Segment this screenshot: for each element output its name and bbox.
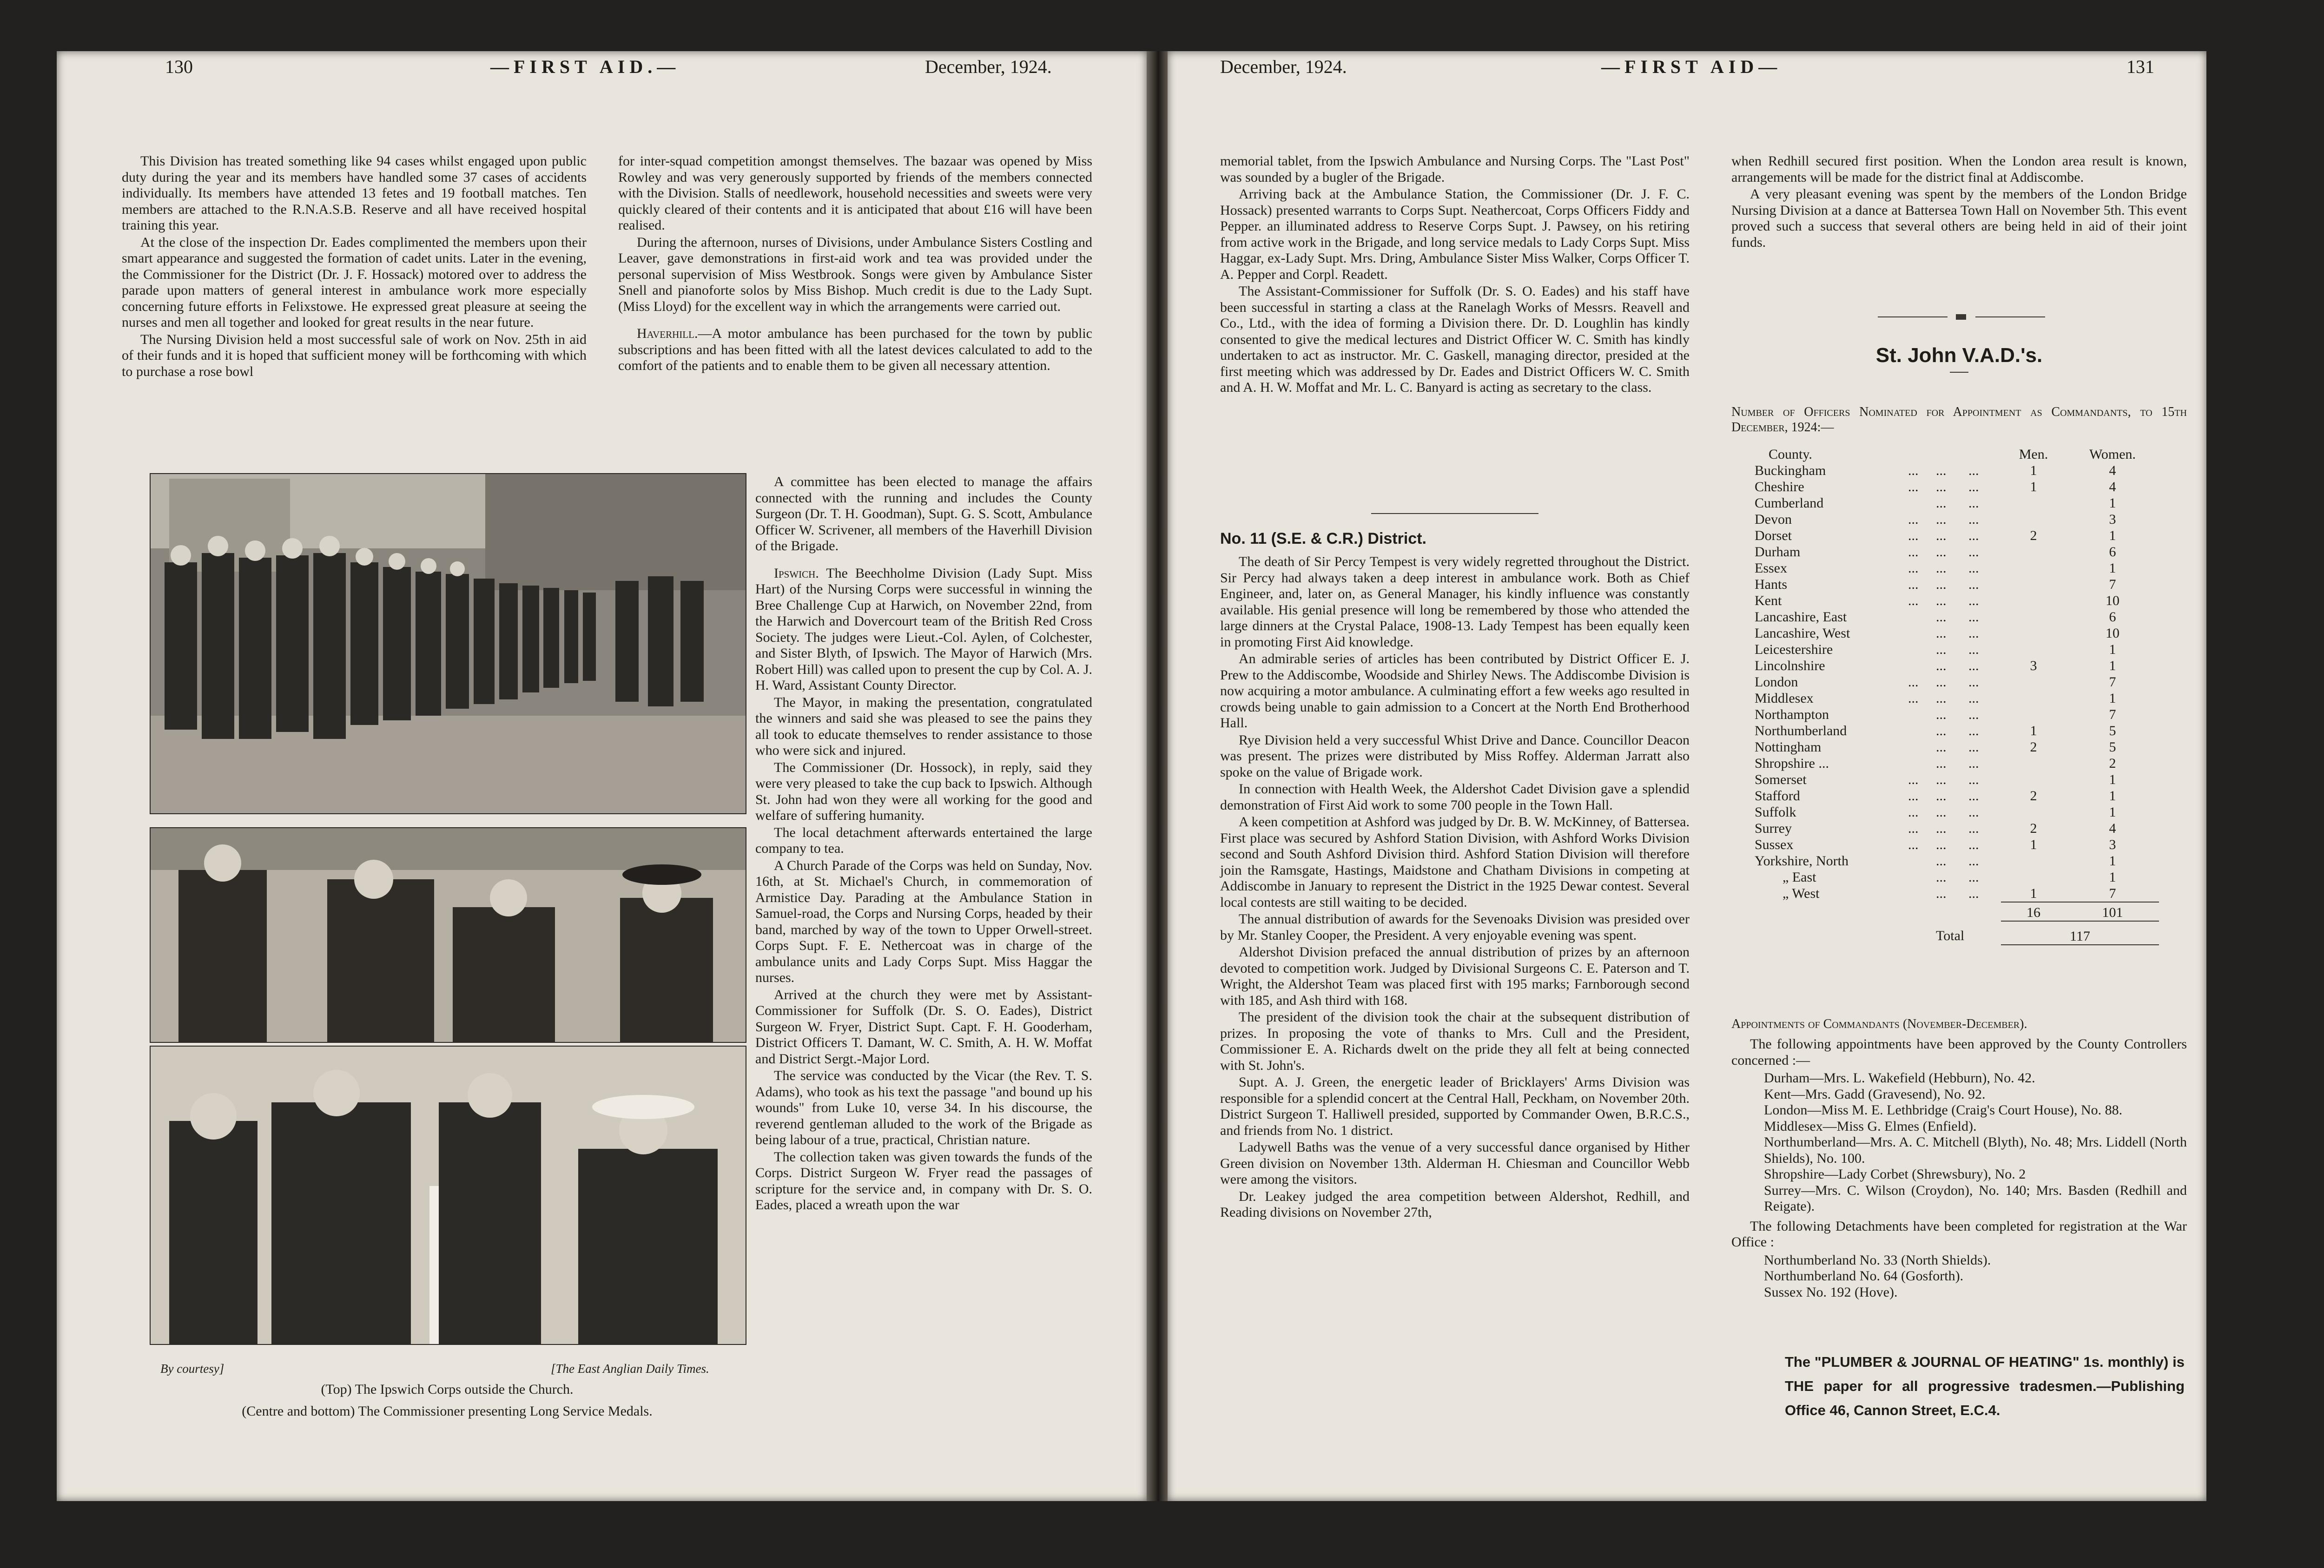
leader-dots: ...	[1968, 609, 1979, 625]
men-cell: 1	[2030, 837, 2037, 852]
paragraph-body: —A motor ambulance has been purchased for the town by public subscriptions and has been fitted with all the latest devices calculated to add to the comfort of the patients and to enable them to be given all necessary attention.	[618, 326, 1092, 373]
county-cell: Surrey	[1755, 821, 1792, 836]
county-cell: „ East	[1783, 870, 1816, 885]
men-cell: 1	[2030, 479, 2037, 494]
men-cell: 3	[2030, 658, 2037, 673]
county-cell: Suffolk	[1755, 804, 1796, 820]
paragraph: Arriving back at the Ambulance Station, the Commissioner (Dr. J. F. C. Hossack) presented warrants to Corps Supt. Neathercoat, Corps Officers Fiddy and Pepper. an illuminated address to Reserve Corps Supt. J. Pawsey, on his retiring from active work in the Brigade, and long service medals to Lady Corps Supt. Miss Haggar, ex-Lady Supt. Mrs. Dring, Ambulance Sister Miss Walker, Corps Officer T. A. Pepper and Corpl. Readett.	[1220, 186, 1690, 282]
leader-dots: ...	[1936, 837, 1947, 852]
county-cell: Yorkshire, North	[1755, 853, 1849, 869]
leader-dots: ...	[1968, 544, 1979, 560]
paragraph: memorial tablet, from the Ipswich Ambulance and Nursing Corps. The "Last Post" was sounded by a bugler of the Brigade.	[1220, 153, 1690, 185]
leader-dots	[1908, 641, 1936, 658]
leader-dots: ...	[1968, 560, 1979, 576]
leader-dots: ...	[1968, 739, 1979, 755]
men-cell: 2	[2030, 821, 2037, 836]
table-row	[1755, 560, 2159, 576]
men-cell	[2001, 869, 2066, 885]
leader-dots: ...	[1936, 853, 1947, 869]
leader-dots: ...	[1936, 495, 1947, 511]
place-lead: Ipswich.	[774, 565, 819, 581]
county-cell: Northampton	[1755, 707, 1829, 722]
paragraph: The service was conducted by the Vicar (the Rev. T. S. Adams), who took as his text the passage "and bound up his wounds" from Luke 10, verse 34. In his discourse, the reverend gentleman alluded to the work of the Brigade as being labour of a true, practical, Christian nature.	[755, 1068, 1092, 1147]
paragraph: Ladywell Baths was the venue of a very successful dance organised by Hither Green division on November 13th. Alderman H. Chiesman and Councillor Webb were among the visitors.	[1220, 1140, 1690, 1187]
county-cell: London	[1755, 674, 1798, 690]
men-cell	[2001, 560, 2066, 576]
photo-caption-bottom: (Centre and bottom) The Commissioner presenting Long Service Medals.	[242, 1403, 653, 1419]
leader-dots: ...	[1968, 577, 1979, 592]
right-column-1-district	[1220, 554, 1690, 1221]
paragraph: The Assistant-Commissioner for Suffolk (Dr. S. O. Eades) and his staff have been successful in starting a class at the Ranelagh Works of Messrs. Reavell and Co., Ltd., with the idea of forming a Division there. Dr. D. Loughlin has kindly consented to give the medical lectures and District Officer W. C. Smith has kindly undertaken to act as instructor. Mr. C. Gaskell, managing director, presided at the first meeting which was addressed by Dr. Eades and District Officers W. C. Smith and A. H. W. Moffat and Mr. L. C. Banyard is acting as secretary to the class.	[1220, 283, 1690, 395]
paragraph: The Commissioner (Dr. Hossock), in reply, said they were very pleased to take the cup back to Ipswich. Although St. John had won they were all working for the good and welfare of suffering humanity.	[755, 759, 1092, 823]
table-row	[1755, 723, 2159, 739]
county-cell: Cheshire	[1755, 479, 1804, 494]
leader-dots: ...	[1936, 658, 1947, 673]
men-cell	[2001, 674, 2066, 690]
county-cell: Cumberland	[1755, 495, 1824, 511]
leader-dots: ...	[1936, 577, 1947, 592]
men-cell: 1	[2030, 886, 2037, 901]
paragraph: A keen competition at Ashford was judged by Dr. B. W. McKinney, of Battersea. First place was secured by Ashford Station Division, with Ashford Works Division second and South Ashford Division third. Ashford Station Division will therefore join the Ramsgate, Hastings, Maidstone and Chatham Divisions in competing at Addiscombe in January to represent the District in the 1925 Dewar contest. Several local contests are still waiting to be decided.	[1220, 814, 1690, 910]
leader-dots: ...	[1936, 788, 1947, 804]
leader-dots: ...	[1968, 772, 1979, 787]
table-row	[1755, 674, 2159, 690]
right-date: December, 1924.	[1220, 56, 1347, 77]
paragraph: A Church Parade of the Corps was held on Sunday, Nov. 16th, at St. Michael's Church, in commemoration of Armistice Day. Parading at the Ambulance Station in Samuel-road, the Corps and Nursing Corps, headed by their band, marched by way of the town to Upper Orwell-street. Corps Supt. F. E. Nethercoat was in charge of the ambulance units and Lady Corps Supt. Miss Haggar the nurses.	[755, 857, 1092, 985]
women-cell: 4	[2109, 479, 2116, 494]
list-item: Middlesex—Miss G. Elmes (Enfield).	[1764, 1118, 1977, 1134]
appointments-heading: Appointments of Commandants (November-December).	[1731, 1017, 2027, 1031]
left-column-2-narrow	[755, 474, 1092, 1213]
paragraph: During the afternoon, nurses of Divisions, under Ambulance Sisters Costling and Leaver, gave demonstrations in first-aid work and tea was provided under the personal supervision of Miss Westbrook. Songs were given by Ambulance Sister Snell and pianoforte solos by Miss Bishop. Much credit is due to the Lady Supt. (Miss Lloyd) for the excellent way in which the arrangements were carried out.	[618, 234, 1092, 314]
table-row	[1755, 527, 2159, 544]
left-column-1-text	[122, 153, 587, 380]
leader-dots: ...	[1908, 479, 1919, 494]
women-cell: 7	[2109, 577, 2116, 592]
leader-dots: ...	[1908, 512, 1919, 527]
leader-dots: ...	[1936, 528, 1947, 543]
photo-ipswich-corps-parade	[150, 473, 746, 814]
leader-dots	[1908, 658, 1936, 674]
county-cell: „ West	[1783, 886, 1820, 901]
table-row	[1755, 837, 2159, 853]
leader-dots: ...	[1908, 691, 1919, 706]
leader-dots: ...	[1968, 853, 1979, 869]
photo-credit-left: By courtesy]	[160, 1362, 224, 1376]
table-row	[1755, 609, 2159, 625]
leader-dots: ...	[1936, 560, 1947, 576]
table-row	[1755, 869, 2159, 885]
photo-caption-top: (Top) The Ipswich Corps outside the Church.	[321, 1382, 574, 1397]
photo-credit-right: [The East Anglian Daily Times.	[551, 1362, 709, 1376]
leader-dots: ...	[1968, 691, 1979, 706]
leader-dots	[1908, 625, 1936, 641]
leader-dots: ...	[1936, 512, 1947, 527]
leader-dots	[1908, 885, 1936, 902]
leader-dots: ...	[1936, 593, 1947, 608]
ornamental-divider	[1878, 312, 2045, 322]
table-row	[1755, 544, 2159, 560]
appointments-list	[1731, 1070, 2187, 1215]
county-cell: Shropshire ...	[1755, 756, 1829, 771]
table-row	[1755, 593, 2159, 609]
county-cell: Hants	[1755, 577, 1787, 592]
leader-dots: ...	[1908, 772, 1919, 787]
county-cell: Essex	[1755, 560, 1787, 576]
table-row	[1755, 755, 2159, 771]
haverhill-paragraph	[618, 326, 1092, 374]
leader-dots	[1908, 755, 1936, 771]
leader-dots: ...	[1968, 788, 1979, 804]
men-cell	[2001, 544, 2066, 560]
men-cell	[2001, 755, 2066, 771]
col-header-county: County.	[1769, 447, 1812, 462]
list-item: Shropshire—Lady Corbet (Shrewsbury), No. 2	[1764, 1166, 2026, 1182]
county-cell: Lancashire, East	[1755, 609, 1847, 625]
county-cell: Dorset	[1755, 528, 1792, 543]
commandants-table	[1755, 446, 2159, 945]
table-row	[1755, 788, 2159, 804]
leader-dots: ...	[1968, 870, 1979, 885]
men-cell: 1	[2030, 463, 2037, 478]
county-cell: Durham	[1755, 544, 1801, 560]
men-cell: 2	[2030, 528, 2037, 543]
women-cell: 7	[2109, 674, 2116, 690]
list-item: Kent—Mrs. Gadd (Gravesend), No. 92.	[1764, 1086, 1986, 1102]
leader-dots: ...	[1936, 642, 1947, 657]
leader-dots	[1908, 706, 1936, 723]
paragraph: The collection taken was given towards the funds of the Corps. District Surgeon W. Fryer read the passages of scripture for the service and, in company with Dr. S. O. Eades, placed a wreath upon the war	[755, 1149, 1092, 1212]
men-cell	[2001, 511, 2066, 527]
leader-dots	[1908, 495, 1936, 511]
paragraph: for inter-squad competition amongst themselves. The bazaar was opened by Miss Rowley and was very generously supported by friends of the members connected with the Division. Stalls of needlework, household necessities and sweets were very quickly cleared of their contents and it is anticipated that about £16 will have been realised.	[618, 153, 1092, 233]
men-cell	[2001, 593, 2066, 609]
paragraph: when Redhill secured first position. When the London area result is known, arrangements will be made for the district final at Addiscombe.	[1731, 153, 2187, 185]
leader-dots: ...	[1936, 756, 1947, 771]
women-cell: 7	[2109, 886, 2116, 901]
leader-dots: ...	[1968, 626, 1979, 641]
paragraph: Dr. Leakey judged the area competition between Aldershot, Redhill, and Reading divisions on November 27th,	[1220, 1188, 1690, 1220]
list-item: Northumberland No. 64 (Gosforth).	[1764, 1268, 1964, 1284]
paragraph: The Nursing Division held a most successful sale of work on Nov. 25th in aid of their funds and it is hoped that sufficient money will be forthcoming with which to purchase a rose bowl	[122, 331, 587, 379]
table-row	[1755, 706, 2159, 723]
paragraph: This Division has treated something like 94 cases whilst engaged upon public duty during the year and its members have handled some 37 cases of accidents individually. Its members have attended 13 fetes and 19 football matches. Ten members are attached to the R.N.A.S.B. Reserve and all have received hospital training this year.	[122, 153, 587, 233]
county-cell: Devon	[1755, 512, 1792, 527]
county-cell: Middlesex	[1755, 691, 1814, 706]
paragraph: The annual distribution of awards for the Sevenoaks Division was presided over by Mr. Stanley Cooper, the President. A very enjoyable evening was spent.	[1220, 911, 1690, 943]
table-sum-row	[1755, 902, 2159, 921]
leader-dots: ...	[1968, 642, 1979, 657]
leader-dots: ...	[1968, 528, 1979, 543]
leader-dots: ...	[1968, 593, 1979, 608]
paragraph: The following appointments have been approved by the County Controllers concerned :—	[1731, 1036, 2187, 1068]
table-row	[1755, 495, 2159, 511]
women-cell: 6	[2109, 609, 2116, 625]
leader-dots: ...	[1936, 707, 1947, 722]
leader-dots: ...	[1908, 788, 1919, 804]
leader-dots: ...	[1936, 674, 1947, 690]
ipswich-paragraph	[755, 566, 1092, 694]
paragraph: In connection with Health Week, the Aldershot Cadet Division gave a splendid demonstration of First Aid work to some 700 people in the Town Hall.	[1220, 781, 1690, 813]
leader-dots	[1908, 739, 1936, 755]
leader-dots: ...	[1936, 626, 1947, 641]
leader-dots: ...	[1968, 512, 1979, 527]
women-cell: 1	[2109, 658, 2116, 673]
men-cell	[2001, 641, 2066, 658]
men-cell	[2001, 576, 2066, 593]
men-cell: 2	[2030, 739, 2037, 755]
total-label: Total	[1936, 928, 1965, 943]
leader-dots: ...	[1908, 528, 1919, 543]
photo-long-service-medal-presentation	[150, 1046, 746, 1345]
leader-dots: ...	[1936, 772, 1947, 787]
leader-dots: ...	[1968, 463, 1979, 478]
table-row	[1755, 462, 2159, 479]
photo-commissioner-presenting-medal	[150, 827, 746, 1043]
county-cell: Stafford	[1755, 788, 1800, 804]
men-cell	[2001, 625, 2066, 641]
women-cell: 1	[2109, 853, 2116, 869]
list-item: Durham—Mrs. L. Wakefield (Hebburn), No. 42.	[1764, 1070, 2035, 1086]
leader-dots: ...	[1968, 674, 1979, 690]
paragraph: Supt. A. J. Green, the energetic leader of Bricklayers' Arms Division was responsible for a splendid concert at the Central Hall, Peckham, on November 20th. District Surgeon T. Halliwell presided, supported by Commander Owen, B.R.C.S., and friends from No. 1 district.	[1220, 1074, 1690, 1138]
paragraph: Aldershot Division prefaced the annual distribution of prizes by an afternoon devoted to competition work. Judged by Divisional Surgeons C. E. Paterson and T. Wright, the Aldershot Team was placed first with 195 marks; Farnborough second with 185, and Ash third with 168.	[1220, 944, 1690, 1008]
paragraph: The death of Sir Percy Tempest is very widely regretted throughout the District. Sir Percy had always taken a deep interest in ambulance work. Both as Chief Engineer, and, later on, as General Manager, his kindly influence was constantly available. His genial presence will long be remembered by those who attended the large dinners at the Crystal Palace, 1908-13. Lady Tempest has been equally keen in promoting First Aid knowledge.	[1220, 554, 1690, 650]
leader-dots: ...	[1968, 837, 1979, 852]
book-gutter	[1147, 51, 1168, 1501]
paragraph: A very pleasant evening was spent by the members of the London Bridge Nursing Division at a dance at Battersea Town Hall on November 5th. This event proved such a success that several others are being held in aid of their joint funds.	[1731, 186, 2187, 250]
women-cell: 3	[2109, 837, 2116, 852]
county-cell: Buckingham	[1755, 463, 1826, 478]
leader-dots: ...	[1968, 756, 1979, 771]
table-row	[1755, 658, 2159, 674]
table-row	[1755, 641, 2159, 658]
women-cell: 6	[2109, 544, 2116, 560]
left-running-title: —FIRST AID.—	[490, 56, 680, 77]
paragraph: The president of the division took the chair at the subsequent distribution of prizes. In proposing the vote of thanks to Mrs. Cull and the President, Commissioner E. A. Richards dwelt on the pride they all felt at being connected with St. John's.	[1220, 1009, 1690, 1073]
leader-dots: ...	[1908, 560, 1919, 576]
table-row	[1755, 576, 2159, 593]
women-cell: 10	[2106, 626, 2119, 641]
men-cell: 1	[2030, 723, 2037, 738]
women-cell: 5	[2109, 739, 2116, 755]
paragraph: The following Detachments have been completed for registration at the War Office :	[1731, 1218, 2187, 1250]
appointments-section	[1731, 1036, 2187, 1300]
women-cell: 1	[2109, 495, 2116, 511]
leader-dots	[1908, 723, 1936, 739]
women-cell: 1	[2109, 804, 2116, 820]
county-cell: Lancashire, West	[1755, 626, 1850, 641]
right-column-2-top	[1731, 153, 2187, 250]
women-cell: 10	[2106, 593, 2119, 608]
sum-women: 101	[2066, 902, 2159, 921]
short-rule	[1950, 372, 1968, 373]
right-running-title: —FIRST AID—	[1601, 56, 1782, 77]
table-row	[1755, 885, 2159, 902]
list-item: Northumberland—Mrs. A. C. Mitchell (Blyth), No. 48; Mrs. Liddell (North Shields), No. 100.	[1764, 1134, 2187, 1166]
leader-dots: ...	[1968, 658, 1979, 673]
leader-dots: ...	[1936, 609, 1947, 625]
list-item: Surrey—Mrs. C. Wilson (Croydon), No. 140; Mrs. Basden (Redhill and Reigate).	[1764, 1182, 2187, 1214]
leader-dots	[1908, 609, 1936, 625]
county-cell: Kent	[1755, 593, 1782, 608]
leader-dots	[1908, 869, 1936, 885]
women-cell: 1	[2109, 691, 2116, 706]
list-item: Sussex No. 192 (Hove).	[1764, 1284, 1898, 1300]
table-row	[1755, 739, 2159, 755]
leader-dots: ...	[1936, 886, 1947, 901]
men-cell: 2	[2030, 788, 2037, 804]
men-cell	[2001, 706, 2066, 723]
paragraph: An admirable series of articles has been contributed by District Officer E. J. Prew to the Addiscombe, Woodside and Shirley News. The Addiscombe Division is now acquiring a motor ambulance. A culminating effort a few weeks ago resulted in crowds being unable to gain admission to a Concert at the North End Brotherhood Hall.	[1220, 651, 1690, 731]
paragraph: The local detachment afterwards entertained the large company to tea.	[755, 824, 1092, 856]
district-heading: No. 11 (S.E. & C.R.) District.	[1220, 530, 1426, 547]
leader-dots: ...	[1936, 723, 1947, 738]
leader-dots	[1908, 853, 1936, 869]
table-header-row	[1755, 446, 2159, 462]
left-date: December, 1924.	[925, 56, 1052, 77]
right-column-1-top	[1220, 153, 1690, 396]
sum-men: 16	[2001, 902, 2066, 921]
women-cell: 1	[2109, 772, 2116, 787]
table-row	[1755, 820, 2159, 837]
list-item: Northumberland No. 33 (North Shields).	[1764, 1252, 1991, 1268]
women-cell: 5	[2109, 723, 2116, 738]
leader-dots: ...	[1936, 544, 1947, 560]
women-cell: 7	[2109, 707, 2116, 722]
leader-dots: ...	[1908, 674, 1919, 690]
leader-dots: ...	[1908, 821, 1919, 836]
paragraph: A committee has been elected to manage the affairs connected with the running and includes the County Surgeon (Dr. T. H. Goodman), Supt. G. S. Scott, Ambulance Officer W. Scrivener, all members of the Haverhill Division of the Brigade.	[755, 474, 1092, 553]
advertisement: The "PLUMBER & JOURNAL OF HEATING" 1s. monthly) is THE paper for all progressive tradesmen.—Publishing Office 46, Cannon Street, E.C.4.	[1785, 1354, 2185, 1418]
men-cell	[2001, 495, 2066, 511]
men-cell	[2001, 853, 2066, 869]
county-cell: Somerset	[1755, 772, 1807, 787]
right-page-number: 131	[2126, 56, 2154, 77]
leader-dots: ...	[1908, 544, 1919, 560]
men-cell	[2001, 804, 2066, 820]
women-cell: 3	[2109, 512, 2116, 527]
men-cell	[2001, 690, 2066, 706]
leader-dots: ...	[1936, 479, 1947, 494]
leader-dots: ...	[1908, 804, 1919, 820]
leader-dots: ...	[1968, 886, 1979, 901]
men-cell	[2001, 771, 2066, 788]
leader-dots: ...	[1936, 691, 1947, 706]
table-row	[1755, 853, 2159, 869]
paragraph: The Mayor, in making the presentation, congratulated the winners and said she was pleased to see the pains they all took to educate themselves to render assistance to those who were sick and injured.	[755, 694, 1092, 758]
leader-dots: ...	[1968, 821, 1979, 836]
women-cell: 1	[2109, 642, 2116, 657]
women-cell: 1	[2109, 528, 2116, 543]
vad-intro: Number of Officers Nominated for Appointment as Commandants, to 15th December, 1924:—	[1731, 405, 2187, 435]
leader-dots: ...	[1936, 870, 1947, 885]
table-total-row	[1755, 921, 2159, 945]
women-cell: 4	[2109, 821, 2116, 836]
paragraph: At the close of the inspection Dr. Eades complimented the members upon their smart appearance and suggested the formation of cadet units. Later in the evening, the Commissioner for the District (Dr. J. F. Hossack) motored over to address the parade upon matters of general interest in ambulance work more especially concerning future efforts in Felixstowe. He expressed great pleasure at seeing the nurses and men all together and looked for great results in the near future.	[122, 234, 587, 330]
table-row	[1755, 511, 2159, 527]
paragraph-body: The Beechholme Division (Lady Supt. Miss Hart) of the Nursing Corps were successful in winning the Bree Challenge Cup at Harwich, on November 22nd, from the Harwich and Dovercourt team of the British Red Cross Society. The judges were Lieut.-Col. Aylen, of Colchester, and Sister Blyth, of Ipswich. The Mayor of Harwich (Mrs. Robert Hill) was called upon to present the cup by Col. A. J. H. Ward, Assistant County Director.	[755, 565, 1092, 693]
col-header-women: Women.	[2089, 447, 2136, 462]
table-row	[1755, 479, 2159, 495]
leader-dots: ...	[1908, 837, 1919, 852]
leader-dots: ...	[1968, 804, 1979, 820]
detachments-list	[1731, 1252, 2187, 1301]
leader-dots: ...	[1936, 821, 1947, 836]
place-lead: Haverhill.	[637, 326, 698, 341]
left-column-2-top	[618, 153, 1092, 374]
list-item: London—Miss M. E. Lethbridge (Craig's Court House), No. 88.	[1764, 1102, 2123, 1118]
paragraph: Arrived at the church they were met by Assistant-Commissioner for Suffolk (Dr. S. O. Eades), District Surgeon W. Fryer, District Supt. Capt. F. H. Gooderham, District Officers T. Damant, W. C. Smith, A. H. W. Moffat and District Sergt.-Major Lord.	[755, 987, 1092, 1067]
county-cell: Sussex	[1755, 837, 1794, 852]
county-cell: Northumberland	[1755, 723, 1847, 738]
leader-dots: ...	[1968, 723, 1979, 738]
paragraph: Rye Division held a very successful Whist Drive and Dance. Councillor Deacon was present. The prizes were distributed by Miss Roffey. Alderman Jarratt also spoke on the value of Brigade work.	[1220, 732, 1690, 780]
table-row	[1755, 690, 2159, 706]
leader-dots: ...	[1968, 495, 1979, 511]
leader-dots: ...	[1936, 463, 1947, 478]
leader-dots: ...	[1908, 593, 1919, 608]
leader-dots: ...	[1908, 463, 1919, 478]
county-cell: Lincolnshire	[1755, 658, 1825, 673]
total-value: 117	[2001, 921, 2159, 945]
leader-dots: ...	[1968, 707, 1979, 722]
col-header-men: Men.	[2019, 447, 2048, 462]
women-cell: 4	[2109, 463, 2116, 478]
table-row	[1755, 804, 2159, 820]
county-cell: Nottingham	[1755, 739, 1822, 755]
leader-dots: ...	[1968, 479, 1979, 494]
vad-heading: St. John V.A.D.'s.	[1875, 344, 2043, 367]
women-cell: 2	[2109, 756, 2116, 771]
leader-dots: ...	[1936, 739, 1947, 755]
leader-dots: ...	[1936, 804, 1947, 820]
women-cell: 1	[2109, 560, 2116, 576]
men-cell	[2001, 609, 2066, 625]
leader-dots: ...	[1908, 577, 1919, 592]
table-row	[1755, 771, 2159, 788]
left-page-number: 130	[165, 56, 193, 77]
table-row	[1755, 625, 2159, 641]
women-cell: 1	[2109, 870, 2116, 885]
divider-rule	[1371, 513, 1538, 514]
county-cell: Leicestershire	[1755, 642, 1833, 657]
women-cell: 1	[2109, 788, 2116, 804]
